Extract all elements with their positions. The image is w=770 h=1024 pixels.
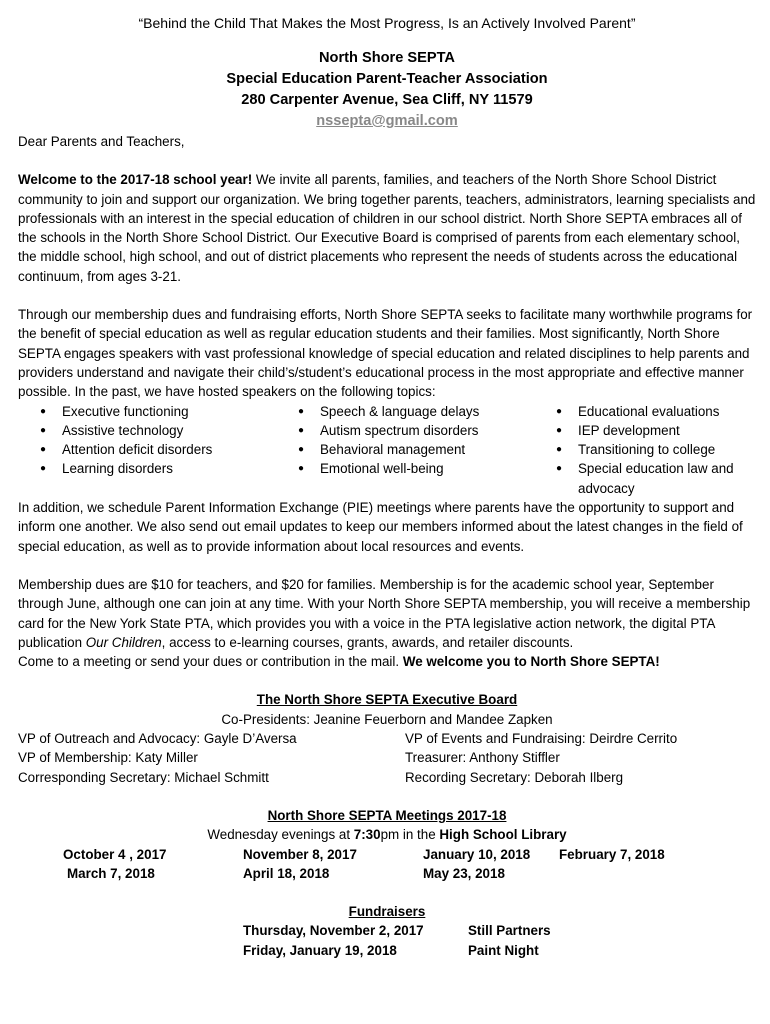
meetings-section bbox=[18, 806, 756, 883]
topics-list bbox=[18, 402, 756, 498]
board-member: VP of Outreach and Advocacy: Gayle D’Aversa bbox=[18, 731, 297, 747]
topic-item: ● Educational evaluations bbox=[534, 402, 756, 421]
topics-column-3 bbox=[534, 402, 756, 498]
dues-text-3: Come to a meeting or send your dues or contribution in the mail. bbox=[18, 654, 403, 670]
board-member: VP of Membership: Katy Miller bbox=[18, 750, 198, 766]
meeting-dates-row bbox=[18, 845, 756, 864]
header-quote: “Behind the Child That Makes the Most Progress, Is an Actively Involved Parent” bbox=[138, 15, 636, 31]
fundraiser-date: Friday, January 19, 2018 bbox=[243, 942, 397, 958]
org-full-name: Special Education Parent-Teacher Association bbox=[226, 71, 548, 87]
dues-text-1: Membership dues are $10 for teachers, and $20 for families. Membership is for the academic school year, September through June, although one can join at any time. With your North Shore SEPTA membership, you will receive a membership card for the New York State PTA, which provides you with a voice in the PTA legislative action network, the digital PTA publication bbox=[18, 576, 751, 650]
meetings-when-prefix: Wednesday evenings at bbox=[207, 827, 354, 843]
board-member: VP of Events and Fundraising: Deirdre Cerrito bbox=[405, 731, 678, 747]
dues-paragraph bbox=[18, 575, 756, 671]
board-row bbox=[18, 729, 756, 748]
greeting: Dear Parents and Teachers, bbox=[18, 134, 185, 149]
board-co-presidents: Co-Presidents: Jeanine Feuerborn and Mandee Zapken bbox=[221, 711, 553, 727]
fundraiser-row bbox=[18, 921, 756, 940]
meetings-time: 7:30 bbox=[353, 827, 381, 843]
board-member: Corresponding Secretary: Michael Schmitt bbox=[18, 769, 269, 785]
meeting-date: October 4 , 2017 bbox=[63, 846, 167, 862]
topic-item: ● IEP development bbox=[534, 421, 756, 440]
topic-item: ● Assistive technology bbox=[18, 421, 276, 440]
email-link[interactable]: nssepta@gmail.com bbox=[316, 113, 458, 129]
meeting-date: April 18, 2018 bbox=[243, 865, 330, 881]
fundraiser-name: Paint Night bbox=[468, 942, 539, 958]
meetings-location: High School Library bbox=[439, 827, 567, 843]
welcome-text: We invite all parents, families, and teachers of the North Shore School District community to join and support our organization. We bring together parents, teachers, administrators, learning specialists and professionals with an interest in the special education of children in our school district. North Shore SEPTA embraces all of the schools in the North Shore School District. Our Executive Board is comprised of parents from each elementary school, the middle school, high school, and out of district placements who represent the needs of students across the educational continuum, from ages 3-21. bbox=[18, 172, 756, 284]
org-header bbox=[18, 48, 756, 132]
org-address: 280 Carpenter Avenue, Sea Cliff, NY 11579 bbox=[241, 92, 533, 108]
meetings-schedule bbox=[18, 825, 756, 844]
topic-item: ● Speech & language delays bbox=[276, 402, 534, 421]
membership-intro-paragraph: Through our membership dues and fundraising efforts, North Shore SEPTA seeks to facilitate many worthwhile programs for the benefit of special education as well as regular education students and their families. Most significantly, North Shore SEPTA engages speakers with vast professional knowledge of special education and related disciplines to help parents and providers understand and navigate their child’s/student’s educational process in the most appropriate and effective manner possible. In the past, we have hosted speakers on the following topics: bbox=[18, 307, 753, 400]
board-row bbox=[18, 748, 756, 767]
org-name: North Shore SEPTA bbox=[319, 50, 455, 66]
meeting-date: February 7, 2018 bbox=[559, 846, 665, 862]
letter-page bbox=[18, 12, 756, 960]
board-member: Treasurer: Anthony Stiffler bbox=[405, 750, 560, 766]
pie-paragraph: In addition, we schedule Parent Information Exchange (PIE) meetings where parents have the opportunity to support and inform one another. We also send out email updates to keep our members informed about the latest changes in the field of special education, as well as to provide information about local resources and events. bbox=[18, 500, 743, 554]
topic-item: ● Learning disorders bbox=[18, 459, 276, 478]
board-title: The North Shore SEPTA Executive Board bbox=[256, 692, 518, 708]
topic-item: ● Special education law and advocacy bbox=[534, 459, 756, 498]
fundraisers-section bbox=[18, 902, 756, 960]
fundraiser-name: Still Partners bbox=[468, 923, 551, 939]
meetings-title: North Shore SEPTA Meetings 2017-18 bbox=[267, 807, 507, 823]
topic-item: ● Autism spectrum disorders bbox=[276, 421, 534, 440]
meeting-dates-row bbox=[18, 864, 756, 883]
board-row bbox=[18, 768, 756, 787]
topic-item: ● Behavioral management bbox=[276, 440, 534, 459]
welcome-heading: Welcome to the 2017-18 school year! bbox=[18, 172, 253, 188]
dues-text-2: , access to e-learning courses, grants, awards, and retailer discounts. bbox=[161, 634, 574, 650]
topics-column-2 bbox=[276, 402, 534, 498]
topic-item: ● Executive functioning bbox=[18, 402, 276, 421]
topics-column-1 bbox=[18, 402, 276, 498]
fundraiser-date: Thursday, November 2, 2017 bbox=[243, 923, 424, 939]
topic-item: ● Transitioning to college bbox=[534, 440, 756, 459]
meeting-date: March 7, 2018 bbox=[67, 865, 155, 881]
meeting-date: November 8, 2017 bbox=[243, 846, 357, 862]
welcome-paragraph bbox=[18, 170, 756, 286]
dues-welcome: We welcome you to North Shore SEPTA! bbox=[402, 654, 660, 670]
topic-item: ● Attention deficit disorders bbox=[18, 440, 276, 459]
meeting-date: May 23, 2018 bbox=[423, 865, 505, 881]
topic-item: ● Emotional well-being bbox=[276, 459, 534, 478]
publication-title: Our Children bbox=[85, 634, 162, 650]
fundraiser-row bbox=[18, 941, 756, 960]
meeting-date: January 10, 2018 bbox=[423, 846, 531, 862]
fundraisers-title: Fundraisers bbox=[348, 904, 426, 920]
executive-board bbox=[18, 690, 756, 786]
meetings-when-mid: pm in the bbox=[380, 827, 440, 843]
board-member: Recording Secretary: Deborah Ilberg bbox=[405, 769, 624, 785]
